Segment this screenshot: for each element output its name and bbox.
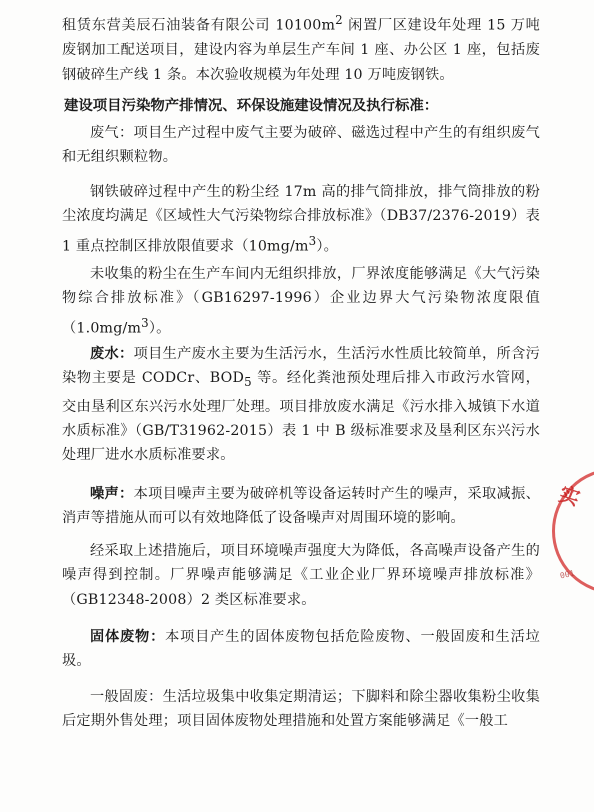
wastewater-paragraph: 废水：项目生产废水主要为生活污水，生活污水性质比较简单，所含污染物主要是 CODCr、$BOD_5$ 等。经化粪池预处理后排入市政污水管网，交由垦利区东兴污水处理厂处理。项目排放废水满足《污水排入城镇下水道水质标准》（GB/T31962-2015）表 1 中 B 级标准要求及垦利区东兴污水处理厂进水水质标准要求。 — [62, 346, 540, 464]
general-waste-paragraph: 一般固废：生活垃圾集中收集定期清运；下脚料和除尘器收集粉尘收集后定期外售处理；项目固体废物处理措施和处置方案能够满足《一般工 — [62, 689, 540, 730]
solid-waste-label: 固体废物： — [90, 629, 166, 645]
seal-character: 实 — [556, 481, 583, 511]
noise-control-paragraph: 经采取上述措施后，项目环境噪声强度大为降低，各高噪声设备产生的噪声得到控制。厂界噪声能够满足《工业企业厂界环境噪声排放标准》（GB12348-2008）2 类区标准要求。 — [62, 543, 540, 608]
official-seal-stamp — [542, 462, 594, 602]
wastewater-label: 废水： — [90, 346, 134, 362]
noise-paragraph: 噪声：本项目噪声主要为破碎机等设备运转时产生的噪声，采取减振、消声等措施从而可以有效地降低了设备噪声对周围环境的影响。 — [62, 486, 540, 527]
noise-label: 噪声： — [90, 486, 134, 502]
seal-digits: 001 — [559, 568, 576, 581]
fugitive-dust-paragraph: 未收集的粉尘在生产车间内无组织排放，厂界浓度能够满足《大气污染物综合排放标准》（GB16297-1996）企业边界大气污染物浓度限值$(1.0mg/m^3)$。 — [62, 266, 540, 337]
exhaust-gas-paragraph: 废气：项目生产过程中废气主要为破碎、磁选过程中产生的有组织废气和无组织颗粒物。 — [62, 125, 540, 166]
intro-paragraph: 租赁东营美辰石油装备有限公司 $10100m^2$ 闲置厂区建设年处理 15 万吨废钢加工配送项目，建设内容为单层生产车间 1 座、办公区 1 座，包括废钢破碎生产线 1 条。本次验收规模为年处理 10 万吨废钢铁。 — [62, 13, 540, 83]
solid-waste-paragraph: 固体废物：本项目产生的固体废物包括危险废物、一般固废和生活垃圾。 — [62, 629, 540, 670]
section-heading: 建设项目污染物产排情况、环保设施建设情况及执行标准： — [64, 97, 439, 114]
exhaust-stack-paragraph: 钢铁破碎过程中产生的粉尘经 17m 高的排气筒排放，排气筒排放的粉尘浓度均满足《区域性大气污染物综合排放标准》（DB37/2376-2019）表 1 重点控制区排放限值要求$(10mg/m^3)$。 — [62, 184, 540, 255]
